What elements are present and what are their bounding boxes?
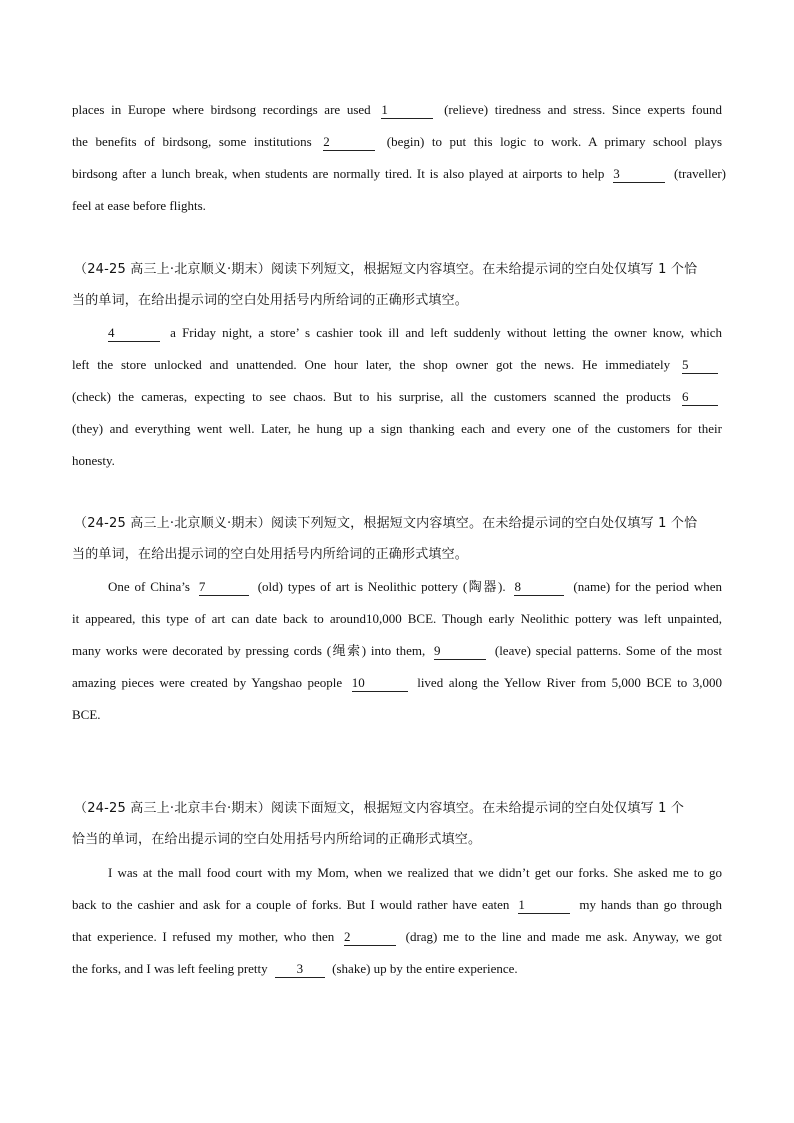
answer-blank-1: 1 [381,102,433,119]
text: (check) the cameras, expecting to see chaos. But to his surprise, all the customers scanned the products [72,389,671,404]
answer-blank-4: 4 [108,325,160,342]
s3-line-1 [72,575,722,599]
text: many works were decorated by pressing cords (绳索) into them, [72,643,426,658]
text: left the store unlocked and unattended. One hour later, the shop owner got the news. He immediately [72,357,671,372]
s4-heading-line-2: 恰当的单词，在给出提示词的空白处用括号内所给词的正确形式填空。 [72,832,482,847]
text: back to the cashier and ask for a couple of forks. But I would rather have eaten [72,897,510,912]
s1-line-2 [72,130,722,154]
text: (begin) to put this logic to work. A primary school plays [386,134,722,149]
s1-line-1 [72,98,722,122]
answer-blank-6: 6 [682,389,718,406]
text: lived along the Yellow River from 5,000 BCE to 3,000 [417,675,722,690]
answer-blank-s4-1: 1 [518,897,570,914]
s2-line-1 [72,321,722,345]
s3-heading-line-2: 当的单词，在给出提示词的空白处用括号内所给词的正确形式填空。 [72,547,469,562]
text: (old) types of art is Neolithic pottery (陶器). [257,579,506,594]
text: amazing pieces were created by Yangshao people [72,675,343,690]
answer-blank-2: 2 [323,134,375,151]
s4-line-1: I was at the mall food court with my Mom, when we realized that we didn’t get our forks. She asked me to go [108,865,722,880]
text: that experience. I refused my mother, who then [72,929,335,944]
answer-blank-5: 5 [682,357,718,374]
text: places in Europe where birdsong recordings are used [72,102,371,117]
s4-line-4 [72,957,722,981]
answer-blank-7: 7 [199,579,249,596]
answer-blank-s4-3: 3 [275,961,325,978]
text: the benefits of birdsong, some institutions [72,134,312,149]
s2-line-2 [72,353,722,377]
text: (leave) special patterns. Some of the most [494,643,722,658]
answer-blank-3: 3 [613,166,665,183]
s1-line-4: feel at ease before flights. [72,198,206,213]
s2-heading-line-2: 当的单词，在给出提示词的空白处用括号内所给词的正确形式填空。 [72,293,469,308]
s2-line-5: honesty. [72,453,115,468]
answer-blank-s4-2: 2 [344,929,396,946]
s3-line-2: it appeared, this type of art can date back to around10,000 BCE. Though early Neolithic pottery was left unpainted, [72,611,722,626]
s2-line-4: (they) and everything went well. Later, he hung up a sign thanking each and every one of the customers for their [72,421,722,436]
s1-line-3 [72,162,726,186]
text: (traveller) [674,166,726,181]
text: a Friday night, a store’ s cashier took ill and left suddenly without letting the owner know, which [170,325,722,340]
s2-heading-line-1: （24-25 高三上·北京顺义·期末）阅读下列短文，根据短文内容填空。在未给提示词的空白处仅填写 1 个恰 [74,262,698,277]
answer-blank-8: 8 [514,579,564,596]
s2-line-3 [72,385,722,409]
s4-line-3 [72,925,722,949]
text: birdsong after a lunch break, when students are normally tired. It is also played at airports to help [72,166,605,181]
text: my hands than go through [579,897,722,912]
s3-heading-line-1: （24-25 高三上·北京顺义·期末）阅读下列短文，根据短文内容填空。在未给提示词的空白处仅填写 1 个恰 [74,516,698,531]
s4-line-2 [72,893,722,917]
s3-line-4 [72,671,722,695]
s3-line-3 [72,639,722,663]
text: (name) for the period when [573,579,722,594]
text: (relieve) tiredness and stress. Since experts found [444,102,722,117]
text: (drag) me to the line and made me ask. Anyway, we got [405,929,722,944]
answer-blank-10: 10 [352,675,408,692]
text: (shake) up by the entire experience. [332,961,518,976]
answer-blank-9: 9 [434,643,486,660]
s4-heading-line-1: （24-25 高三上·北京丰台·期末）阅读下面短文，根据短文内容填空。在未给提示词的空白处仅填写 1 个 [74,801,685,816]
text: the forks, and I was left feeling pretty [72,961,268,976]
text: One of China’s [108,579,190,594]
s3-line-5: BCE. [72,707,101,722]
